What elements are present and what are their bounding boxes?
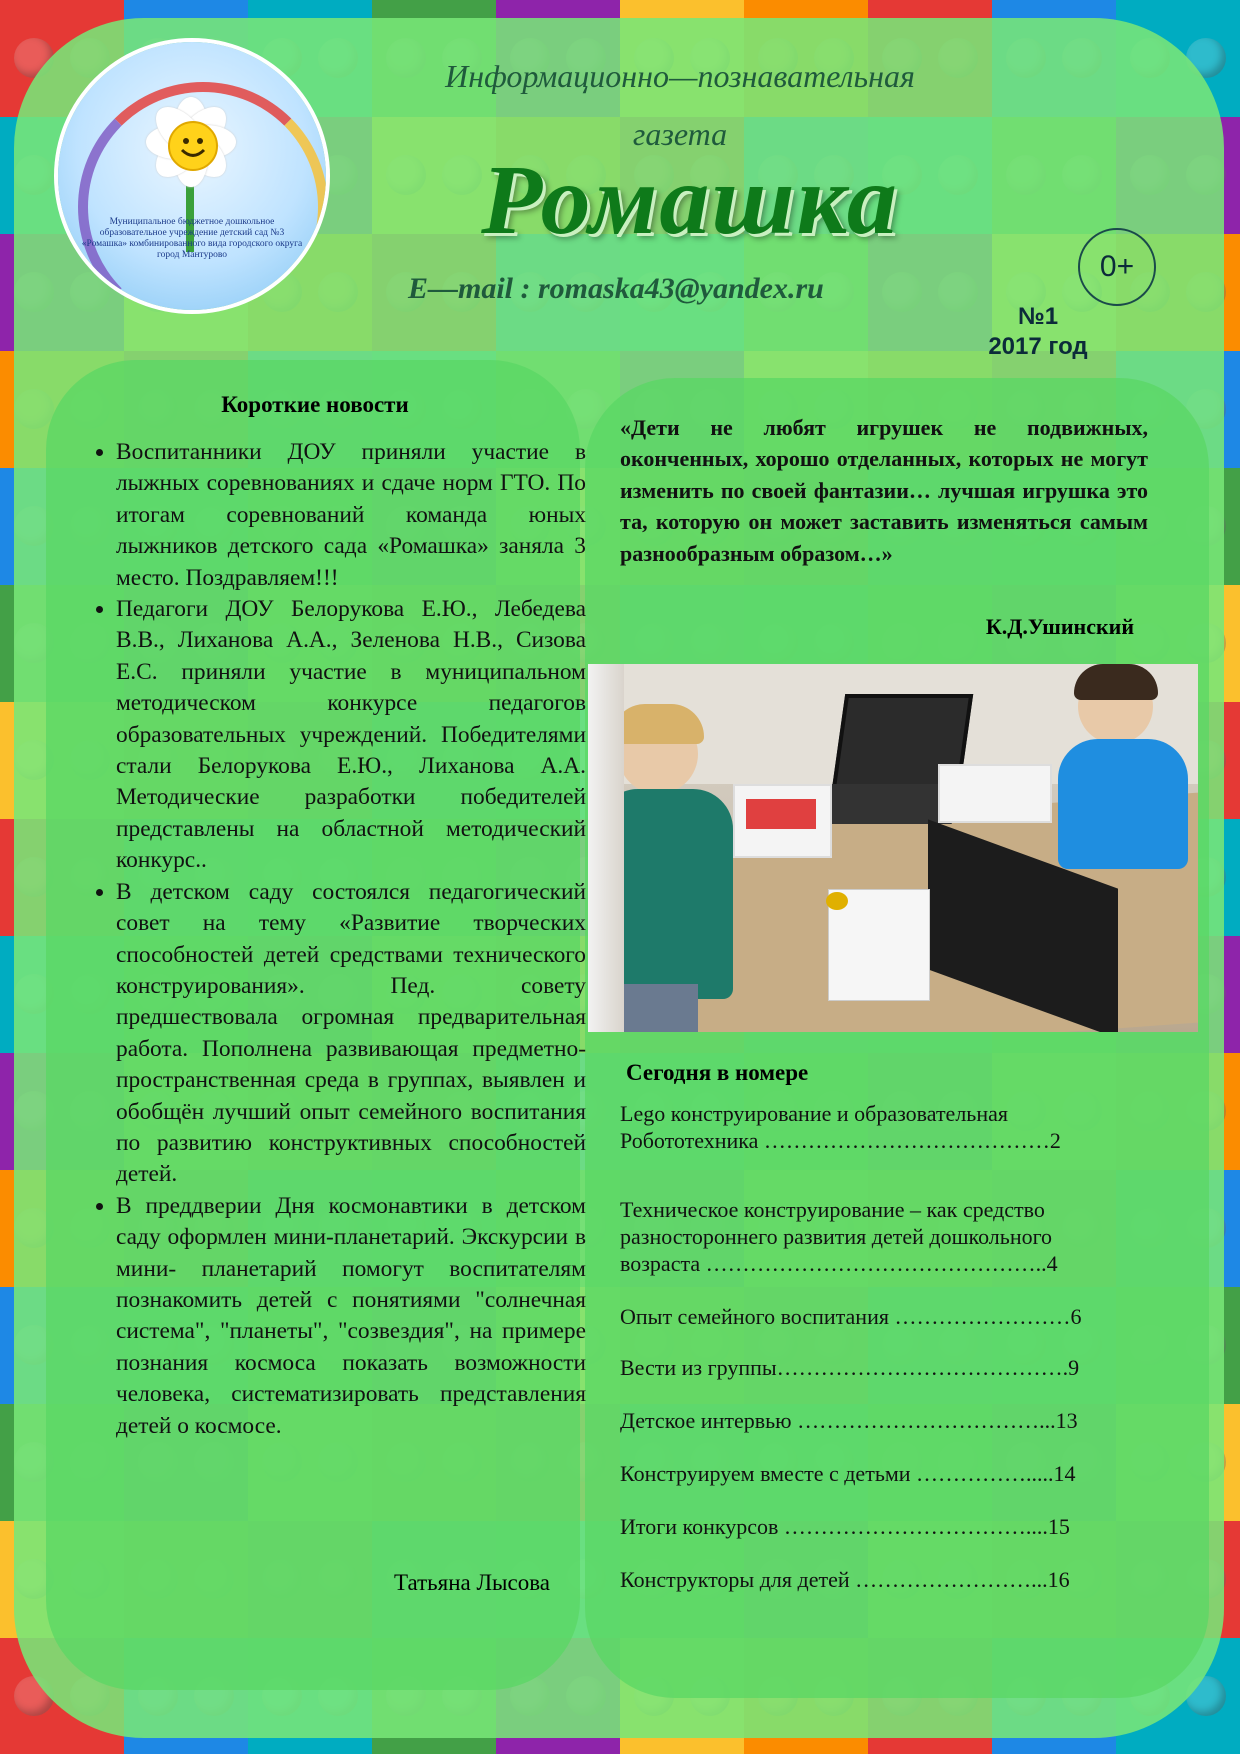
news-item: • Педагоги ДОУ Белорукова Е.Ю., Лебедева В.В., Лиханова А.А., Зеленова Н.В., Сизова Е.С. приняли участие в муниципальном методическом конкурсе педагогов образовательных учреждений. Победителями стали Белорукова Е.Ю., Лиханова А.А. Методические разработки победителей представлены на областной методический конкурс.. xyxy=(116,594,586,877)
toc-item[interactable]: Детское интервью ……………………………...13 xyxy=(620,1408,1078,1433)
age-rating-badge: 0+ xyxy=(1078,228,1156,306)
toc-item[interactable]: Итоги конкурсов ……………………………....15 xyxy=(620,1514,1070,1539)
toc-item[interactable]: Опыт семейного воспитания ……………………6 xyxy=(620,1304,1082,1329)
news-list xyxy=(80,437,586,1442)
issue-year: 2017 год xyxy=(988,333,1088,360)
toc-heading: Сегодня в номере xyxy=(626,1060,809,1085)
quote-author: К.Д.Ушинский xyxy=(985,614,1134,639)
newspaper-title: Ромашка xyxy=(481,144,899,255)
toc-item[interactable]: Техническое конструирование – как средство разностороннего развития детей дошкольного возраста ………………………………………..4 xyxy=(620,1197,1058,1276)
news-item: • В преддверии Дня космонавтики в детском саду оформлен мини-планетарий. Экскурсии в мини- планетарий помогут воспитателям познакомить детей с понятиями "солнечная система", "планеты", "созвездия", на примере познания космоса показать возможности человека, систематизировать представления детей о космосе. xyxy=(116,1191,586,1442)
toc-item[interactable]: Конструируем вместе с детьми …………….....14 xyxy=(620,1461,1076,1486)
email-address[interactable]: E—mail : romaska43@yandex.ru xyxy=(408,272,824,305)
toc-item[interactable]: Вести из группы………………………………….9 xyxy=(620,1355,1080,1380)
kindergarten-logo xyxy=(58,42,326,310)
daisy-icon xyxy=(146,97,236,187)
children-robotics-photo xyxy=(588,664,1198,1032)
newspaper-subtitle-line2: газета xyxy=(632,116,728,152)
quote-text: «Дети не любят игрушек не подвижных, оконченных, хорошо отделанных, которых не могут изменить по своей фантазии… лучшая игрушка это та, которую он может заставить изменяться самым разнообразным образом…» xyxy=(620,415,1148,566)
toc-item[interactable]: Конструкторы для детей ……………………...16 xyxy=(620,1567,1070,1592)
toc-item[interactable]: Lego конструирование и образовательная Робототехника …………………………………2 xyxy=(620,1101,1061,1153)
logo-text: Муниципальное бюджетное дошкольное образовательное учреждение детский сад №3 «Ромашка» комбинированного вида городского округа город Мантурово xyxy=(81,217,303,260)
news-item: • В детском саду состоялся педагогический совет на тему «Развитие творческих способностей детей средствами технического конструирования». Пед. совету предшествовала огромная предварительная работа. Пополнена развивающая предметно-пространственная среда в группах, выявлен и обобщён лучший опыт семейного воспитания по развитию конструктивных способностей детей. xyxy=(116,877,586,1191)
issue-number: №1 xyxy=(1017,303,1059,330)
news-heading: Короткие новости xyxy=(221,392,409,417)
smiley-face-icon xyxy=(168,121,218,171)
issue-info xyxy=(968,302,1108,362)
news-item: • Воспитанники ДОУ приняли участие в лыжных соревнованиях и сдаче норм ГТО. По итогам соревнований команда юных лыжников детского сада «Ромашка» заняла 3 место. Поздравляем!!! xyxy=(116,437,586,594)
newspaper-subtitle: Информационно—познавательная xyxy=(445,58,915,94)
news-signature: Татьяна Лысова xyxy=(393,1570,550,1595)
right-column-panel xyxy=(585,378,1209,1698)
